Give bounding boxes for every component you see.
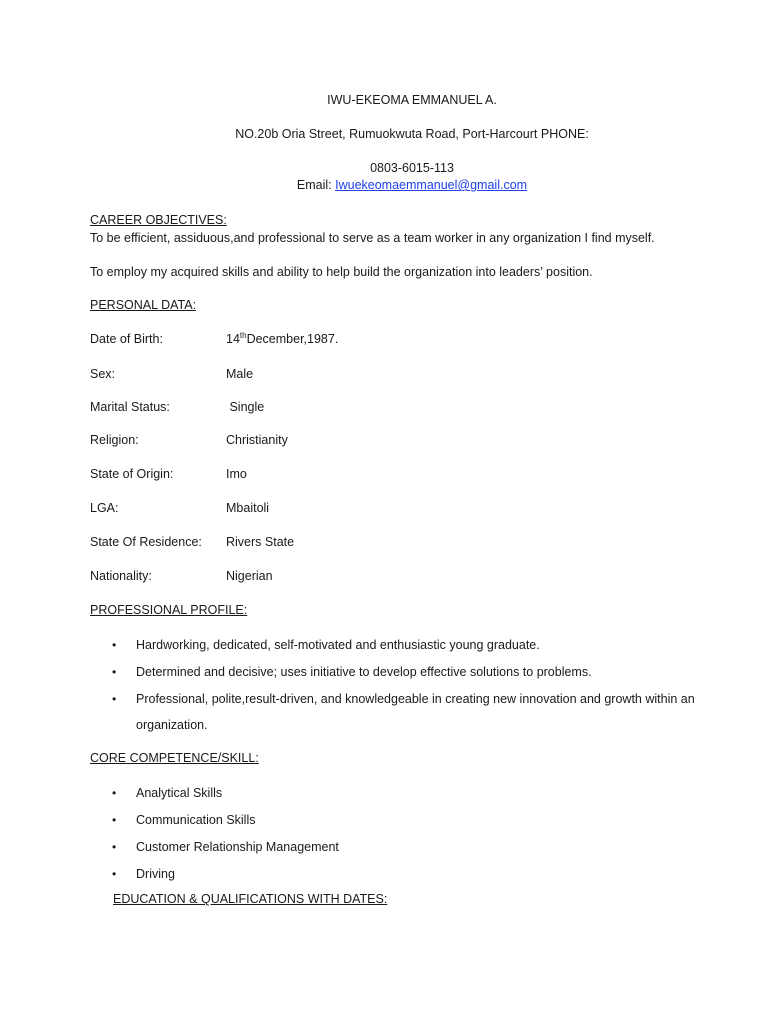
personal-value bbox=[226, 332, 338, 346]
personal-label: Nationality: bbox=[90, 569, 152, 583]
core-competence-heading: CORE COMPETENCE/SKILL: bbox=[90, 751, 259, 765]
bullet-icon: • bbox=[112, 786, 117, 800]
bullet-icon: • bbox=[112, 867, 117, 881]
career-objective-1: To be efficient, assiduous,and professional to serve as a team worker in any organization I find myself. bbox=[90, 231, 655, 245]
dob-month-year: December,1987. bbox=[246, 332, 339, 346]
list-item-text: Determined and decisive; uses initiative to develop effective solutions to problems. bbox=[136, 665, 592, 679]
bullet-icon: • bbox=[112, 813, 117, 827]
career-objectives-heading: CAREER OBJECTIVES: bbox=[90, 213, 227, 227]
personal-value: Imo bbox=[226, 467, 247, 481]
personal-label: LGA: bbox=[90, 501, 119, 515]
list-item-text: Professional, polite,result-driven, and knowledgeable in creating new innovation and growth within an organization. bbox=[136, 692, 695, 732]
dob-day: 14 bbox=[226, 332, 240, 346]
email-line bbox=[0, 178, 768, 192]
list-item-text: Hardworking, dedicated, self-motivated and enthusiastic young graduate. bbox=[136, 638, 540, 652]
personal-label: Date of Birth: bbox=[90, 332, 163, 346]
personal-label: Marital Status: bbox=[90, 400, 170, 414]
personal-row bbox=[90, 367, 690, 385]
personal-row bbox=[90, 569, 690, 587]
bullet-icon: • bbox=[112, 665, 117, 679]
list-item-text: Driving bbox=[136, 867, 175, 881]
professional-profile-heading: PROFESSIONAL PROFILE: bbox=[90, 603, 248, 617]
personal-row bbox=[90, 467, 690, 485]
personal-label: Sex: bbox=[90, 367, 116, 381]
candidate-name: IWU-EKEOMA EMMANUEL A. bbox=[327, 93, 497, 107]
personal-value: Rivers State bbox=[226, 535, 295, 549]
personal-value: Christianity bbox=[226, 433, 288, 447]
list-item-text: Analytical Skills bbox=[136, 786, 223, 800]
list-item-text: Customer Relationship Management bbox=[136, 840, 339, 854]
bullet-icon: • bbox=[112, 692, 117, 706]
bullet-icon: • bbox=[112, 638, 117, 652]
dob-suffix: th bbox=[239, 330, 247, 340]
email-link[interactable]: Iwuekeomaemmanuel@gmail.com bbox=[335, 178, 528, 192]
bullet-icon: • bbox=[112, 840, 117, 854]
personal-row bbox=[90, 535, 690, 553]
career-objective-2: To employ my acquired skills and ability to help build the organization into leaders’ position. bbox=[90, 265, 593, 279]
phone-number: 0803-6015-113 bbox=[370, 161, 454, 175]
personal-label: State of Origin: bbox=[90, 467, 174, 481]
personal-row bbox=[90, 400, 690, 418]
address-line: NO.20b Oria Street, Rumuokwuta Road, Port-Harcourt PHONE: bbox=[235, 127, 589, 141]
personal-value: Male bbox=[226, 367, 254, 381]
personal-row-dob bbox=[90, 332, 690, 350]
personal-value: Single bbox=[226, 400, 265, 414]
personal-value: Mbaitoli bbox=[226, 501, 270, 515]
personal-row bbox=[90, 501, 690, 519]
personal-data-heading: PERSONAL DATA: bbox=[90, 298, 197, 312]
personal-label: Religion: bbox=[90, 433, 139, 447]
email-label: Email: bbox=[296, 178, 336, 192]
personal-row bbox=[90, 433, 690, 451]
personal-value: Nigerian bbox=[226, 569, 273, 583]
personal-label: State Of Residence: bbox=[90, 535, 202, 549]
list-item-text: Communication Skills bbox=[136, 813, 256, 827]
education-heading: EDUCATION & QUALIFICATIONS WITH DATES: bbox=[113, 892, 388, 906]
